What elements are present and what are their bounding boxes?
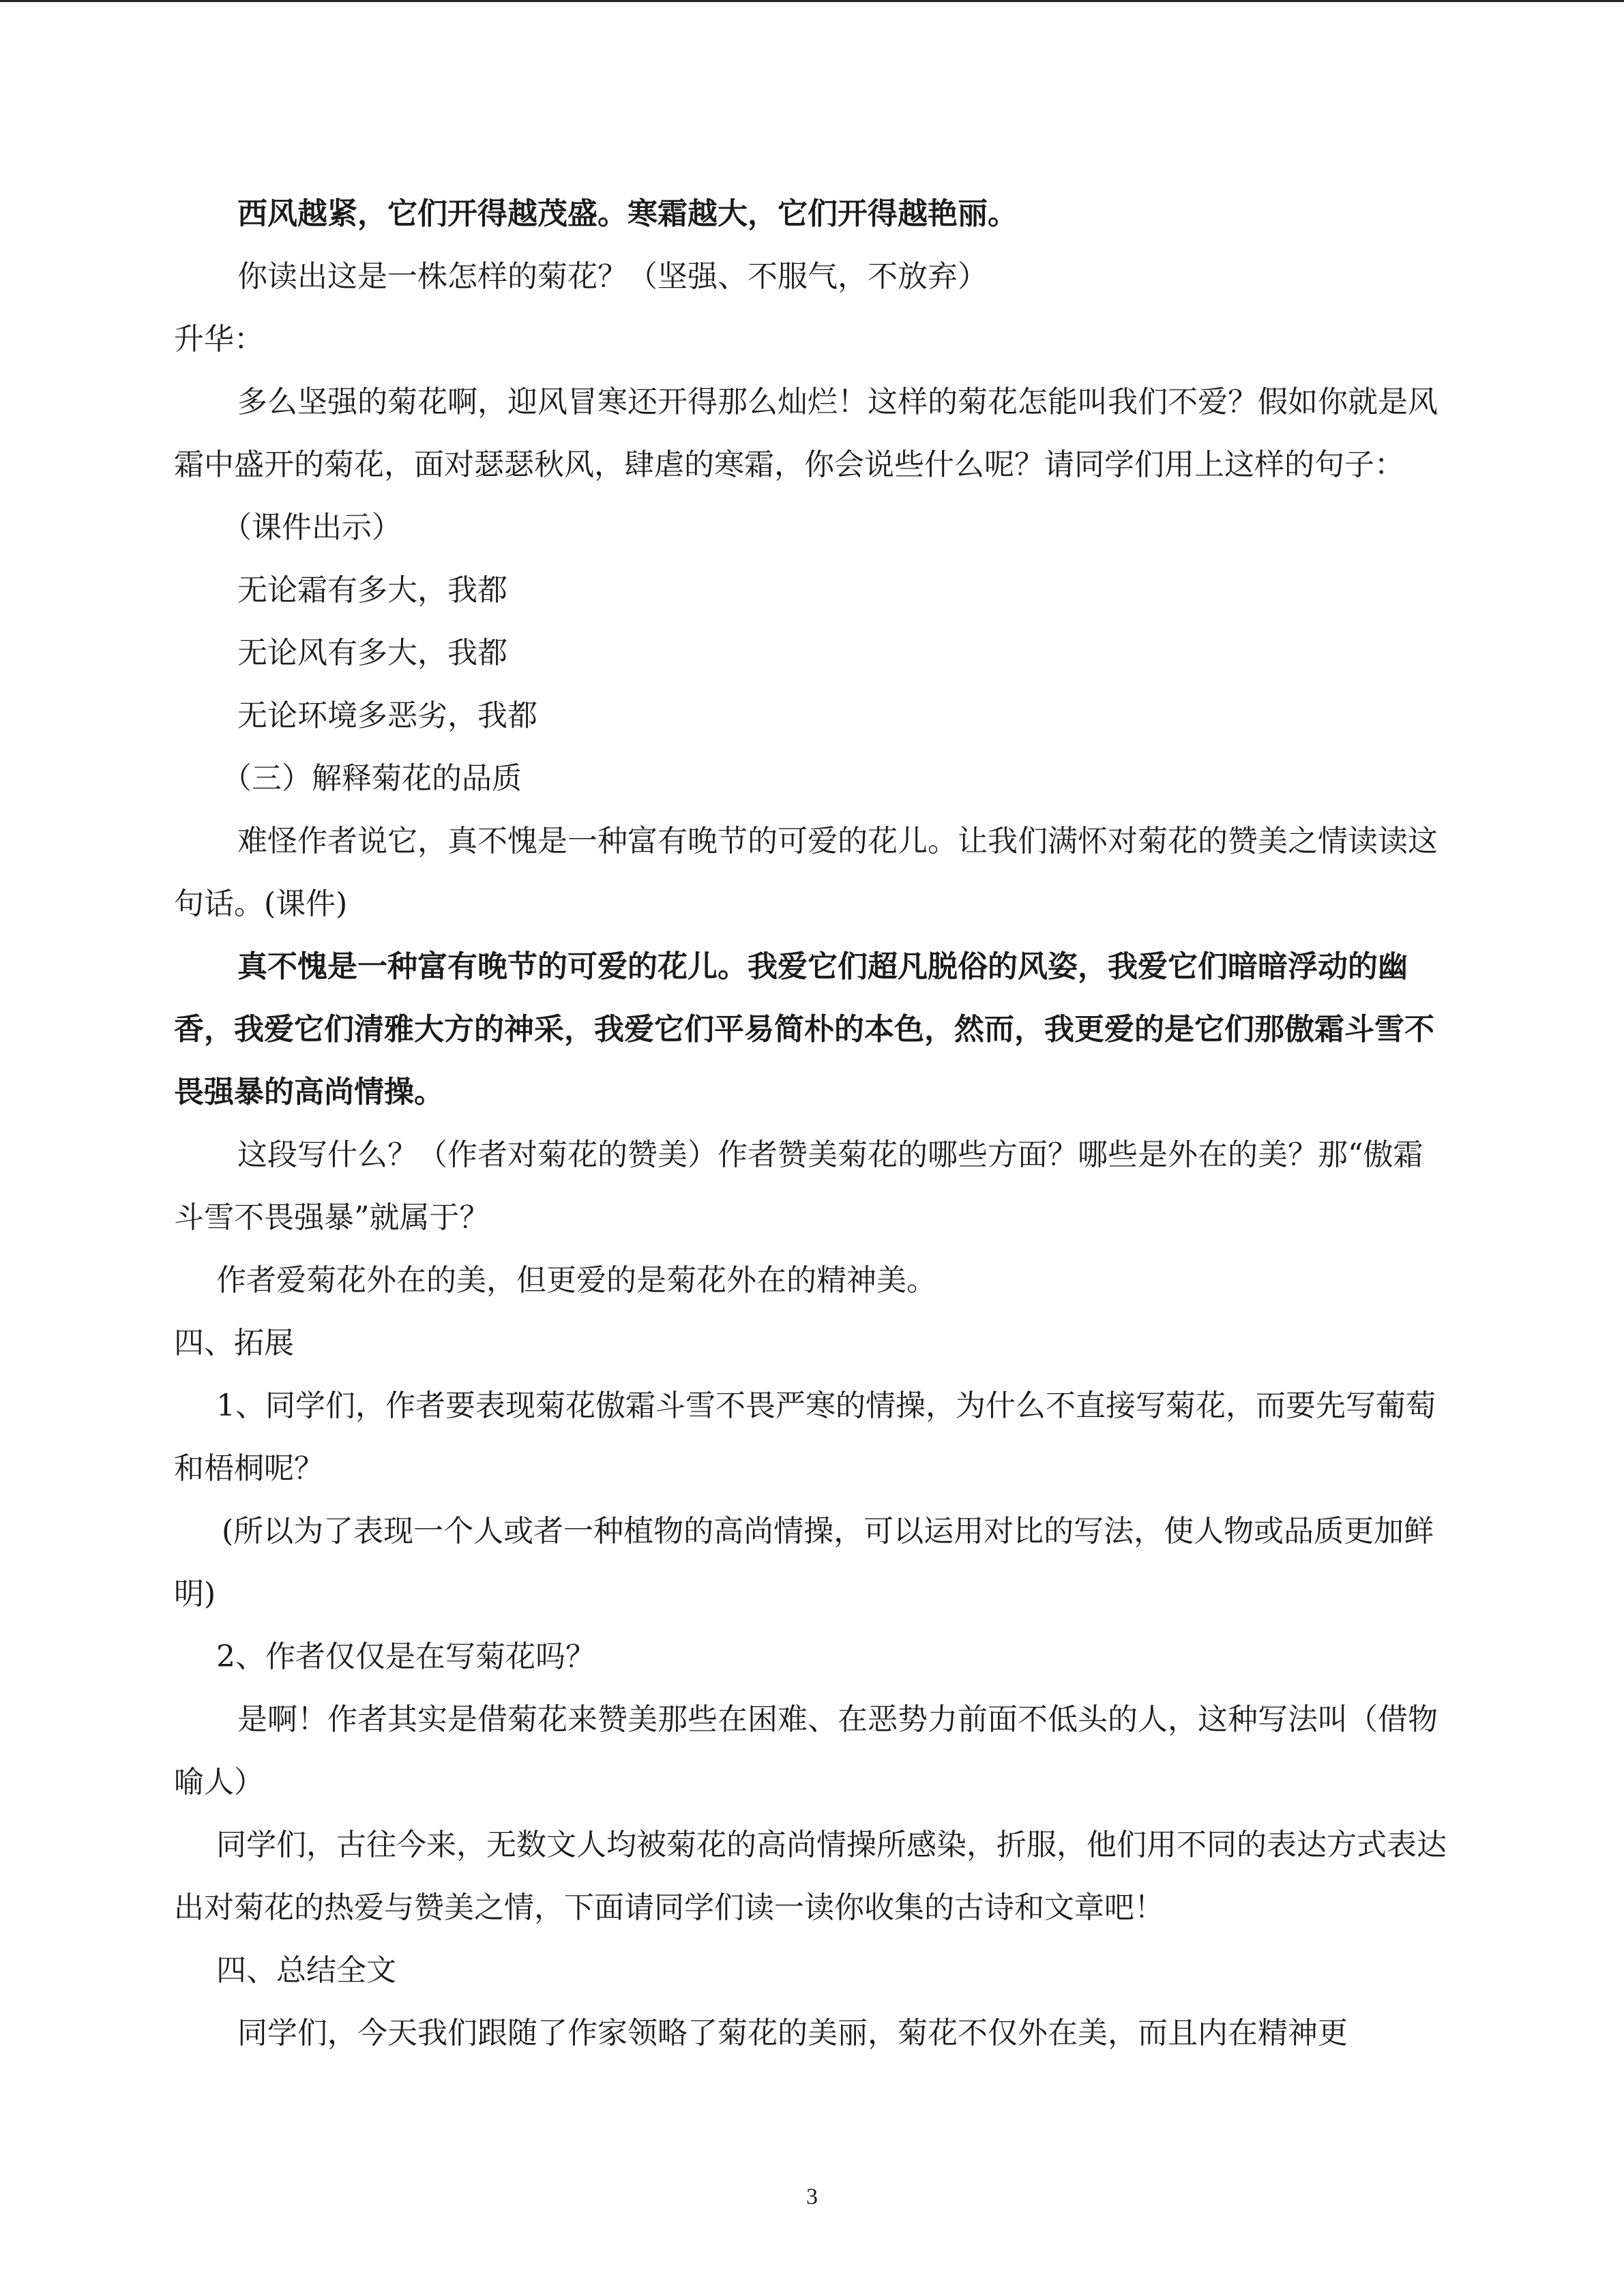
body-paragraph: 同学们，今天我们跟随了作家领略了菊花的美丽，菊花不仅外在美，而且内在精神更 [237,2016,1348,2051]
question-paragraph: 2、作者仅仅是在写菊花吗？ [216,1639,595,1674]
document-body [174,183,1449,2065]
courseware-label: （课件出示） [222,510,402,545]
sentence-prompt: 无论风有多大，我都 [237,636,507,670]
answer-paragraph: 是啊！作者其实是借菊花来赞美那些在困难、在恶势力前面不低头的人，这种写法叫（借物喻人） [174,1702,1438,1800]
body-paragraph: 作者爱菊花外在的美，但更爱的是菊花外在的精神美。 [216,1263,936,1298]
question-paragraph: 你读出这是一株怎样的菊花？（坚强、不服气，不放弃） [237,259,988,294]
answer-paragraph: (所以为了表现一个人或者一种植物的高尚情操，可以运用对比的写法，使人物或品质更加鲜明) [174,1514,1434,1611]
page-number: 3 [806,2184,818,2209]
section-heading: （三）解释菊花的品质 [222,761,522,796]
top-border-line [0,0,1624,2]
body-paragraph: 难怪作者说它，真不愧是一种富有晚节的可爱的花儿。让我们满怀对菊花的赞美之情读读这句话。(课件) [174,824,1438,921]
body-paragraph: 这段写什么？（作者对菊花的赞美）作者赞美菊花的哪些方面？哪些是外在的美？那“傲霜斗雪不畏强暴”就属于？ [174,1137,1423,1235]
sentence-prompt: 无论霜有多大，我都 [237,573,507,608]
body-paragraph: 同学们，古往今来，无数文人均被菊花的高尚情操所感染，折服，他们用不同的表达方式表达出对菊花的热爱与赞美之情，下面请同学们读一读你收集的古诗和文章吧！ [174,1828,1447,1925]
sentence-prompt: 无论环境多恶劣，我都 [237,698,537,733]
body-paragraph: 多么坚强的菊花啊，迎风冒寒还开得那么灿烂！这样的菊花怎能叫我们不爱？假如你就是风霜中盛开的菊花，面对瑟瑟秋风，肆虐的寒霜，你会说些什么呢？请同学们用上这样的句子： [174,385,1438,482]
bold-quote-line: 西风越紧，它们开得越茂盛。寒霜越大，它们开得越艳丽。 [237,196,1018,231]
section-heading: 四、总结全文 [216,1953,396,1988]
bold-quote-paragraph: 真不愧是一种富有晚节的可爱的花儿。我爱它们超凡脱俗的风姿，我爱它们暗暗浮动的幽香，我爱它们清雅大方的神采，我爱它们平易简朴的本色，然而，我更爱的是它们那傲霜斗雪不畏强暴的高尚情操。 [174,949,1434,1109]
section-label-elevation: 升华： [174,322,264,357]
section-heading: 四、拓展 [174,1326,294,1360]
question-paragraph: 1、同学们，作者要表现菊花傲霜斗雪不畏严寒的情操，为什么不直接写菊花，而要先写葡萄和梧桐呢？ [174,1388,1436,1486]
